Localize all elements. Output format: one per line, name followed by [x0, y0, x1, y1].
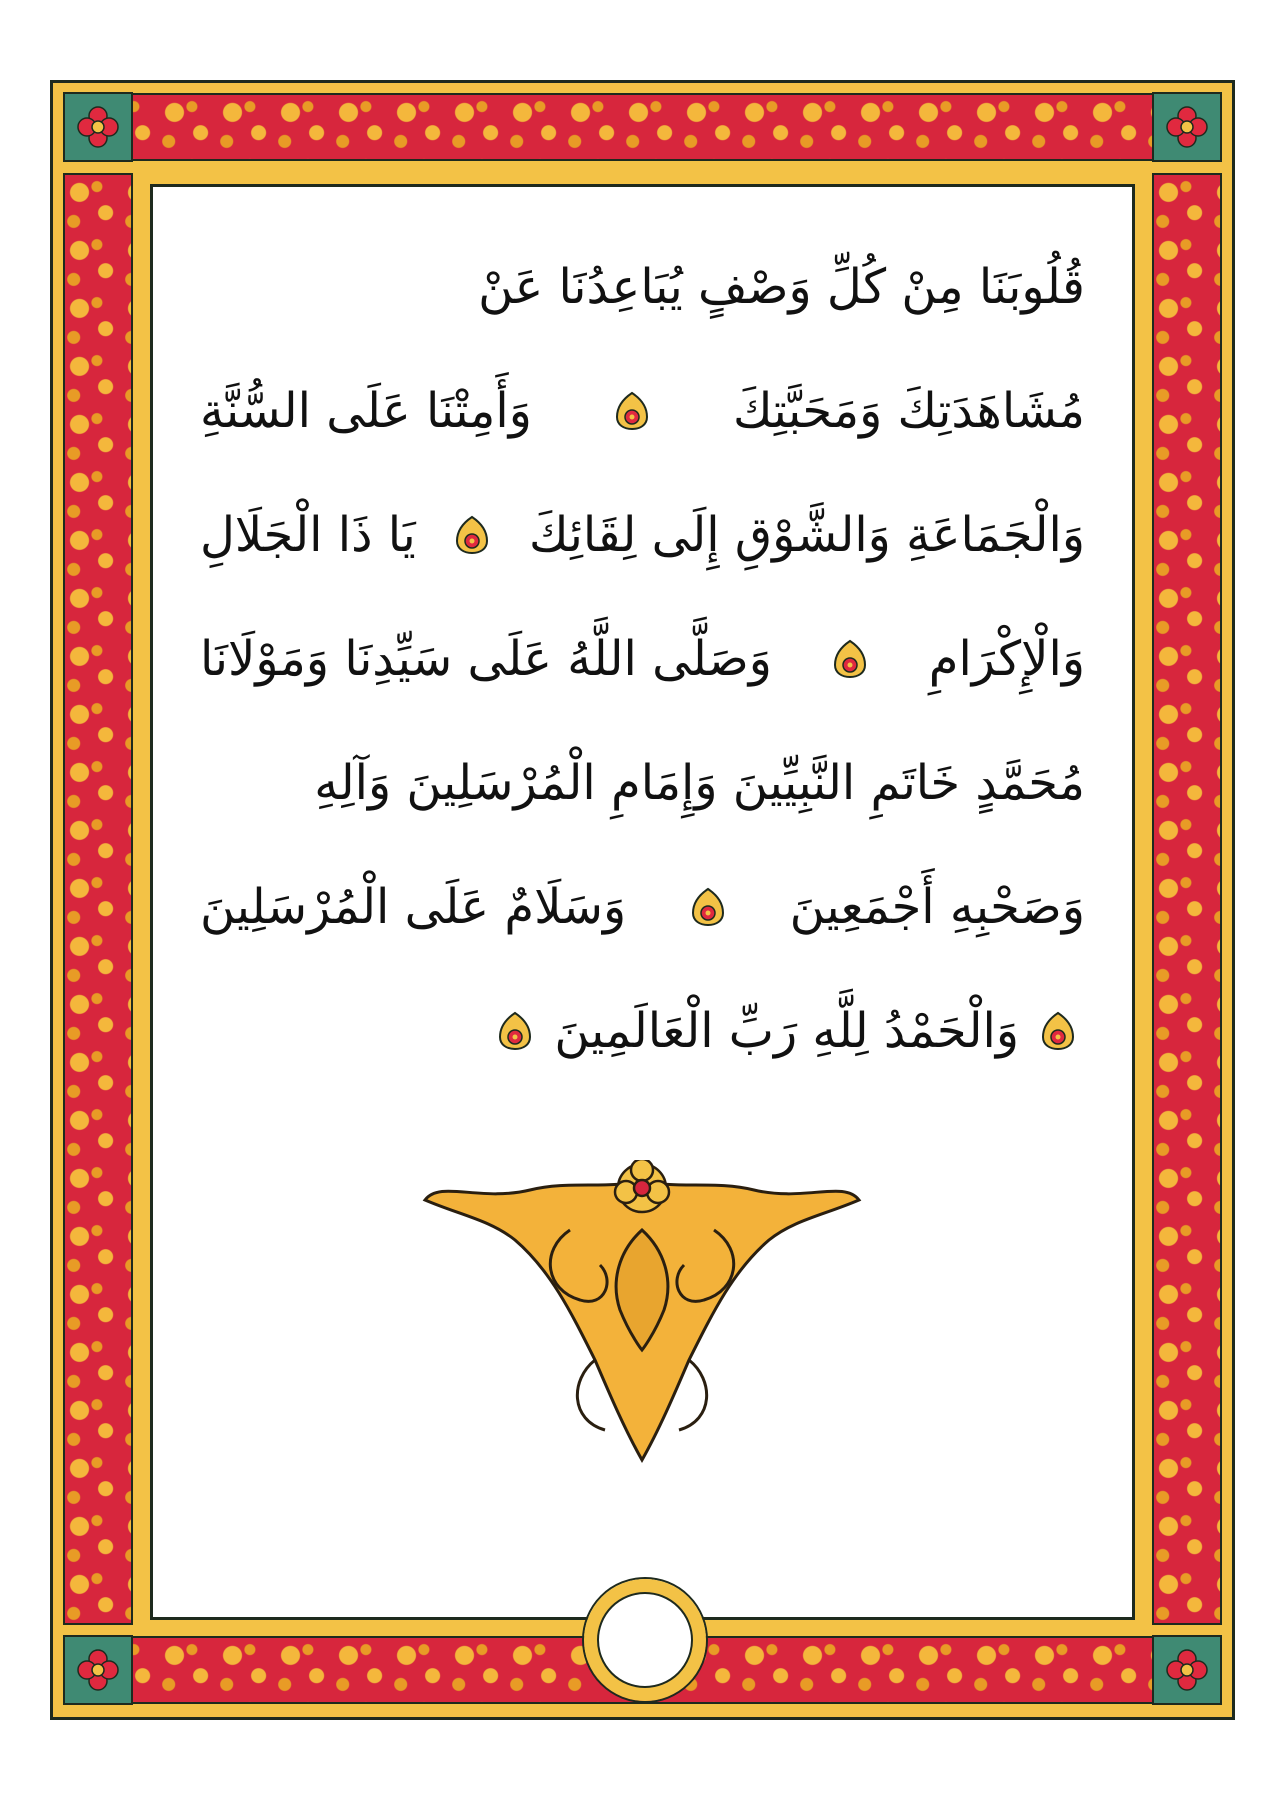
- ayah-marker-icon: [496, 1011, 534, 1051]
- text-segment: وَسَلَامٌ عَلَى الْمُرْسَلِينَ: [200, 879, 627, 935]
- text-line: [200, 845, 1085, 969]
- ayah-marker-icon: [453, 515, 491, 555]
- corner-flower-icon: [63, 1635, 133, 1705]
- corner-flower-icon: [1152, 92, 1222, 162]
- bottom-ring-icon: [575, 1565, 715, 1715]
- text-segment: وَصَحْبِهِ أَجْمَعِينَ: [789, 879, 1085, 935]
- ayah-marker-icon: [613, 391, 651, 431]
- corner-flower-icon: [1152, 1635, 1222, 1705]
- text-line: [200, 473, 1085, 597]
- text-segment: وَالْحَمْدُ لِلَّهِ رَبِّ الْعَالَمِينَ: [554, 1003, 1019, 1059]
- left-border-band: [63, 173, 133, 1625]
- text-segment: وَالْإِكْرَامِ: [928, 631, 1085, 687]
- text-line: [200, 597, 1085, 721]
- text-segment: وَأَمِتْنَا عَلَى السُّنَّةِ: [200, 383, 532, 439]
- text-segment: مُحَمَّدٍ خَاتَمِ النَّبِيِّينَ وَإِمَامِ الْمُرْسَلِينَ وَآلِهِ: [314, 755, 1085, 811]
- top-border-band: [100, 93, 1188, 161]
- ayah-marker-icon: [831, 639, 869, 679]
- text-segment: وَصَلَّى اللَّهُ عَلَى سَيِّدِنَا وَمَوْلَانَا: [200, 631, 772, 687]
- calligraphy-text: [200, 225, 1085, 1093]
- ayah-marker-icon: [1039, 1011, 1077, 1051]
- ayah-marker-icon: [689, 887, 727, 927]
- text-line: [200, 969, 1085, 1093]
- text-line: [200, 225, 1085, 349]
- text-line: [200, 349, 1085, 473]
- corner-flower-icon: [63, 92, 133, 162]
- text-segment: يَا ذَا الْجَلَالِ: [200, 507, 416, 563]
- right-border-band: [1152, 173, 1222, 1625]
- text-segment: قُلُوبَنَا مِنْ كُلِّ وَصْفٍ يُبَاعِدُنَا عَنْ: [478, 259, 1085, 315]
- text-segment: مُشَاهَدَتِكَ وَمَحَبَّتِكَ: [732, 383, 1085, 439]
- text-segment: وَالْجَمَاعَةِ وَالشَّوْقِ إِلَى لِقَائِكَ: [529, 507, 1085, 563]
- text-line: [200, 721, 1085, 845]
- floral-ornament-icon: [420, 1160, 865, 1470]
